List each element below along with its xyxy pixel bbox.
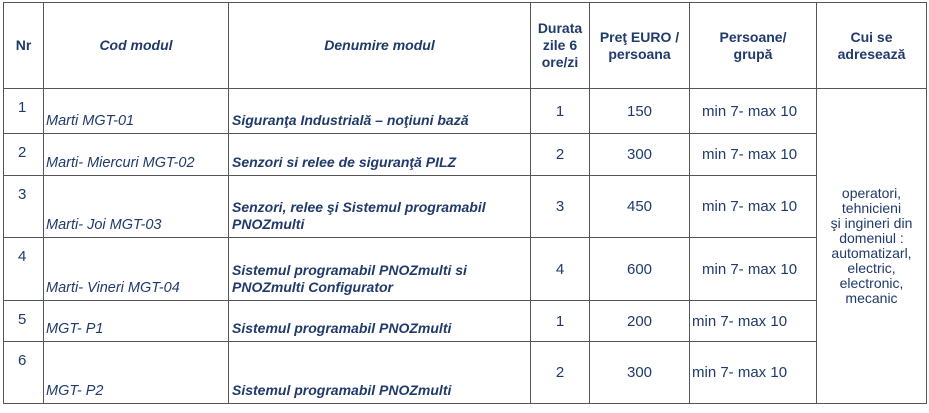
header-persoane: Persoane/ grupă: [690, 3, 817, 89]
module-price: 600: [590, 238, 690, 301]
module-name: Senzori, relee şi Sistemul programabil PNOZmulti: [229, 176, 531, 238]
module-code: Marti MGT-01: [44, 89, 229, 134]
header-denumire-modul: Denumire modul: [229, 3, 531, 89]
module-code: MGT- P2: [44, 342, 229, 404]
module-name: Senzori si relee de siguranţă PILZ: [229, 134, 531, 176]
row-number: 5: [4, 301, 44, 342]
header-pret: Preţ EURO / persoana: [590, 3, 690, 89]
group-size: min 7- max 10: [690, 89, 817, 134]
table-row: [4, 238, 927, 301]
module-name: Sistemul programabil PNOZmulti si PNOZmulti Configurator: [229, 238, 531, 301]
group-size: min 7- max 10: [690, 176, 817, 238]
row-number: 2: [4, 134, 44, 176]
table-row: [4, 176, 927, 238]
row-number: 1: [4, 89, 44, 134]
module-price: 300: [590, 134, 690, 176]
group-size: min 7- max 10: [690, 342, 817, 404]
group-size: min 7- max 10: [690, 134, 817, 176]
table-row: [4, 89, 927, 134]
module-days: 1: [531, 89, 590, 134]
module-price: 150: [590, 89, 690, 134]
module-days: 2: [531, 134, 590, 176]
module-name: Sistemul programabil PNOZmulti: [229, 301, 531, 342]
module-price: 300: [590, 342, 690, 404]
table-row: [4, 342, 927, 404]
group-size: min 7- max 10: [690, 301, 817, 342]
header-row: [4, 3, 927, 89]
row-number: 4: [4, 238, 44, 301]
module-days: 3: [531, 176, 590, 238]
module-price: 200: [590, 301, 690, 342]
header-cui-se-adreseaza: Cui se adresează: [817, 3, 927, 89]
module-code: Marti- Joi MGT-03: [44, 176, 229, 238]
row-number: 3: [4, 176, 44, 238]
module-days: 2: [531, 342, 590, 404]
header-nr: Nr: [4, 3, 44, 89]
module-price: 450: [590, 176, 690, 238]
header-cod-modul: Cod modul: [44, 3, 229, 89]
table-row: [4, 134, 927, 176]
table-row: [4, 301, 927, 342]
header-durata: Durata zile 6 ore/zi: [531, 3, 590, 89]
modules-table: [3, 2, 927, 404]
module-code: Marti- Miercuri MGT-02: [44, 134, 229, 176]
module-name: Siguranţa Industrială – noţiuni bază: [229, 89, 531, 134]
row-number: 6: [4, 342, 44, 404]
group-size: min 7- max 10: [690, 238, 817, 301]
module-code: Marti- Vineri MGT-04: [44, 238, 229, 301]
module-code: MGT- P1: [44, 301, 229, 342]
module-days: 4: [531, 238, 590, 301]
target-audience: operatori, tehnicieni şi ingineri din domeniul : automatizarl, electric, electronic, mecanic: [817, 89, 927, 404]
module-name: Sistemul programabil PNOZmulti: [229, 342, 531, 404]
module-days: 1: [531, 301, 590, 342]
